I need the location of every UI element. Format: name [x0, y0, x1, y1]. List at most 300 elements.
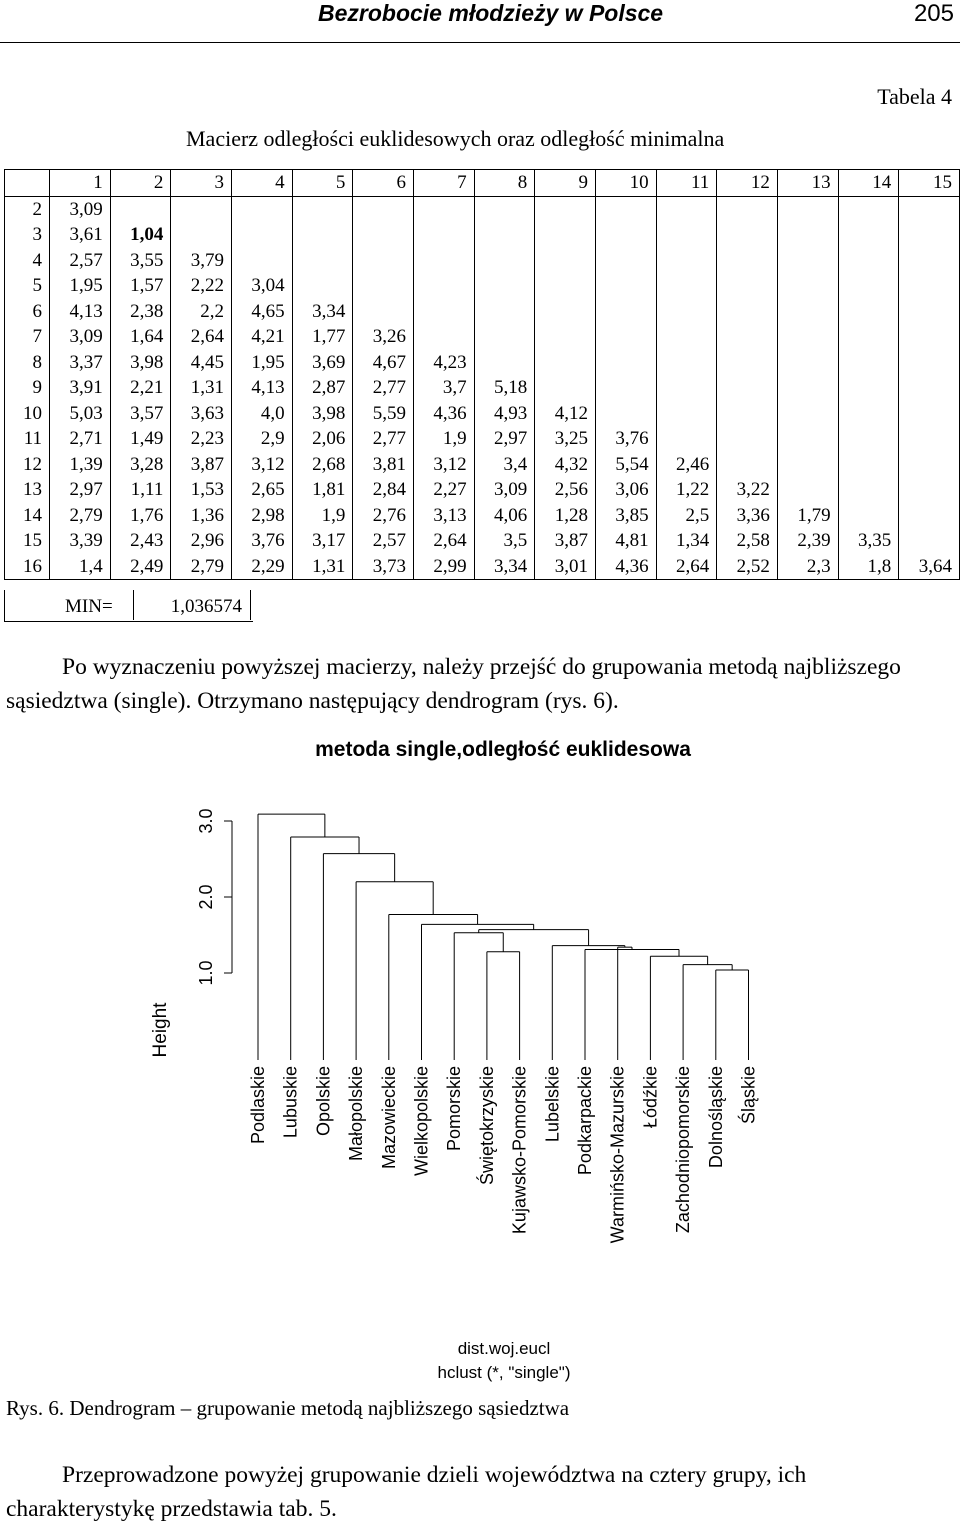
- table-row: [5, 375, 960, 401]
- table-cell: 4,32: [535, 452, 596, 478]
- table-corner-cell: [5, 170, 50, 197]
- table-cell: 3,85: [595, 503, 656, 529]
- table-cell: [595, 324, 656, 350]
- table-row: [5, 350, 960, 376]
- table-row: [5, 248, 960, 274]
- table-cell: 3,76: [595, 426, 656, 452]
- leaf-label: Lubelskie: [542, 1066, 563, 1143]
- table-cell: 1,28: [535, 503, 596, 529]
- table-row: [5, 401, 960, 427]
- table-cell: 1,34: [656, 528, 717, 554]
- table-cell: 1,31: [292, 554, 353, 580]
- table-cell: [777, 196, 838, 222]
- table-cell: 3,69: [292, 350, 353, 376]
- table-cell: 2,22: [171, 273, 232, 299]
- table-cell: 5,03: [50, 401, 111, 427]
- table-cell: [717, 248, 778, 274]
- column-header: 5: [292, 170, 353, 197]
- table-cell: 1,81: [292, 477, 353, 503]
- table-cell: 3,5: [474, 528, 535, 554]
- table-label: Tabela 4: [877, 84, 952, 109]
- table-cell: 1,76: [110, 503, 171, 529]
- column-header: 3: [171, 170, 232, 197]
- table-cell: [656, 248, 717, 274]
- column-header: 2: [110, 170, 171, 197]
- table-cell: [474, 273, 535, 299]
- table-cell: 3,55: [110, 248, 171, 274]
- table-cell: 2,39: [777, 528, 838, 554]
- table-cell: 1,22: [656, 477, 717, 503]
- table-header-row: [5, 170, 960, 197]
- table-cell: [717, 350, 778, 376]
- table-cell: [899, 248, 960, 274]
- table-cell: [595, 401, 656, 427]
- table-cell: [899, 196, 960, 222]
- table-cell: 3,79: [171, 248, 232, 274]
- table-cell: [838, 375, 899, 401]
- table-cell: 3,36: [717, 503, 778, 529]
- leaf-label: Kujawsko-Pomorskie: [509, 1066, 530, 1235]
- table-cell: [595, 375, 656, 401]
- table-cell: 2,21: [110, 375, 171, 401]
- table-cell: 2,43: [110, 528, 171, 554]
- leaf-label: Śląskie: [738, 1066, 759, 1125]
- table-cell: [656, 273, 717, 299]
- table-cell: [777, 248, 838, 274]
- y-axis-label: Height: [150, 1002, 171, 1058]
- column-header: 10: [595, 170, 656, 197]
- table-cell: [899, 375, 960, 401]
- table-cell: 1,77: [292, 324, 353, 350]
- table-cell: [535, 222, 596, 248]
- table-cell: [474, 248, 535, 274]
- table-cell: [656, 426, 717, 452]
- row-label: 9: [5, 375, 50, 401]
- leaf-label: Pomorskie: [444, 1066, 465, 1152]
- table-cell: [899, 350, 960, 376]
- table-cell: [474, 299, 535, 325]
- table-cell: 3,35: [838, 528, 899, 554]
- table-cell: [353, 222, 414, 248]
- table-row: [5, 324, 960, 350]
- table-cell: 3,01: [535, 554, 596, 580]
- table-cell: [656, 196, 717, 222]
- table-cell: [777, 299, 838, 325]
- table-cell: 2,97: [474, 426, 535, 452]
- table-cell: [899, 299, 960, 325]
- table-cell: 3,4: [474, 452, 535, 478]
- table-cell: [777, 273, 838, 299]
- table-cell: [474, 196, 535, 222]
- table-row: [5, 528, 960, 554]
- table-cell: 3,61: [50, 222, 111, 248]
- table-cell: 3,98: [110, 350, 171, 376]
- paragraph: Po wyznaczeniu powyższej macierzy, należy przejść do grupowania metodą najbliższego sąsiedztwa (single). Otrzymano następujący dendrogram (rys. 6).: [6, 654, 901, 714]
- table-cell: 4,13: [50, 299, 111, 325]
- row-label: 2: [5, 196, 50, 222]
- table-cell: [413, 222, 474, 248]
- table-cell: 3,09: [50, 324, 111, 350]
- table-cell: [838, 477, 899, 503]
- table-cell: 3,64: [899, 554, 960, 580]
- table-cell: 2,52: [717, 554, 778, 580]
- table-row: [5, 222, 960, 248]
- table-cell: 4,45: [171, 350, 232, 376]
- table-cell: [535, 248, 596, 274]
- table-cell: 2,98: [232, 503, 293, 529]
- leaf-label: Zachodniopomorskie: [673, 1066, 694, 1234]
- row-label: 6: [5, 299, 50, 325]
- table-cell: 1,79: [777, 503, 838, 529]
- table-cell: [656, 299, 717, 325]
- table-cell: [717, 222, 778, 248]
- table-cell: [353, 196, 414, 222]
- table-cell: 2,23: [171, 426, 232, 452]
- table-cell: 2,64: [171, 324, 232, 350]
- running-header: [0, 0, 960, 43]
- table-cell: [717, 299, 778, 325]
- table-cell: [535, 375, 596, 401]
- table-cell: [717, 452, 778, 478]
- table-cell: [656, 375, 717, 401]
- table-cell: 3,37: [50, 350, 111, 376]
- table-cell: 2,71: [50, 426, 111, 452]
- table-cell: 4,12: [535, 401, 596, 427]
- row-label: 8: [5, 350, 50, 376]
- table-cell: 5,54: [595, 452, 656, 478]
- table-cell: 1,8: [838, 554, 899, 580]
- table-cell: 3,12: [413, 452, 474, 478]
- chart-sublabel: hclust (*, "single"): [437, 1363, 571, 1382]
- page-number: 205: [913, 0, 954, 27]
- table-cell: [656, 350, 717, 376]
- table-cell: [353, 273, 414, 299]
- table-cell: 3,87: [535, 528, 596, 554]
- table-cell: [535, 350, 596, 376]
- table-cell: 3,12: [232, 452, 293, 478]
- table-cell: [838, 452, 899, 478]
- table-cell: 2,56: [535, 477, 596, 503]
- table-cell: [474, 324, 535, 350]
- table-cell: [838, 273, 899, 299]
- leaf-label: Opolskie: [313, 1066, 334, 1137]
- leaf-label: Łódźkie: [640, 1066, 661, 1129]
- chart-title: metoda single,odległość euklidesowa: [315, 738, 691, 761]
- table-cell: 3,57: [110, 401, 171, 427]
- table-row: [5, 196, 960, 222]
- table-cell: 1,64: [110, 324, 171, 350]
- table-cell: [595, 248, 656, 274]
- table-cell: [777, 426, 838, 452]
- table-cell: [292, 273, 353, 299]
- table-cell: 4,67: [353, 350, 414, 376]
- table-cell: [777, 350, 838, 376]
- table-cell: [777, 401, 838, 427]
- leaf-label: Podkarpackie: [575, 1066, 595, 1176]
- table-cell: [777, 452, 838, 478]
- figure-caption: Rys. 6. Dendrogram – grupowanie metodą najbliższego sąsiedztwa: [6, 1396, 570, 1420]
- table-cell: 4,21: [232, 324, 293, 350]
- table-cell: [232, 196, 293, 222]
- row-label: 11: [5, 426, 50, 452]
- table-cell: [292, 248, 353, 274]
- column-header: 12: [717, 170, 778, 197]
- table-cell: 4,36: [413, 401, 474, 427]
- table-cell: [353, 299, 414, 325]
- row-label: 16: [5, 554, 50, 580]
- table-cell: [110, 196, 171, 222]
- table-cell: 3,26: [353, 324, 414, 350]
- table-cell: 1,11: [110, 477, 171, 503]
- table-cell: [413, 248, 474, 274]
- column-header: 1: [50, 170, 111, 197]
- table-cell: [717, 273, 778, 299]
- table-cell: 2,46: [656, 452, 717, 478]
- table-cell: 2,68: [292, 452, 353, 478]
- table-cell: 2,3: [777, 554, 838, 580]
- column-header: 4: [232, 170, 293, 197]
- table-cell: 3,09: [50, 196, 111, 222]
- table-row: [5, 503, 960, 529]
- table-cell: 3,13: [413, 503, 474, 529]
- table-cell: [838, 196, 899, 222]
- row-label: 3: [5, 222, 50, 248]
- table-cell: [838, 350, 899, 376]
- table-cell: [171, 222, 232, 248]
- table-cell: 1,39: [50, 452, 111, 478]
- table-cell: [838, 324, 899, 350]
- table-cell: [838, 503, 899, 529]
- table-cell: [777, 222, 838, 248]
- column-header: 9: [535, 170, 596, 197]
- table-cell: 3,81: [353, 452, 414, 478]
- table-cell: 2,2: [171, 299, 232, 325]
- column-header: 11: [656, 170, 717, 197]
- table-cell: 2,76: [353, 503, 414, 529]
- running-title: Bezrobocie młodzieży w Polsce: [318, 0, 664, 26]
- table-cell: 2,79: [50, 503, 111, 529]
- table-cell: [413, 273, 474, 299]
- column-header: 8: [474, 170, 535, 197]
- dendrogram-chart: [0, 770, 960, 1390]
- table-cell: 3,28: [110, 452, 171, 478]
- table-cell: [899, 273, 960, 299]
- row-label: 13: [5, 477, 50, 503]
- table-cell: [413, 324, 474, 350]
- table-cell: 3,39: [50, 528, 111, 554]
- table-cell: 4,36: [595, 554, 656, 580]
- row-label: 7: [5, 324, 50, 350]
- min-value: 1,036574: [133, 590, 251, 620]
- leaf-label: Małopolskie: [346, 1066, 367, 1162]
- table-cell: 2,49: [110, 554, 171, 580]
- table-cell: [838, 248, 899, 274]
- table-cell: [292, 196, 353, 222]
- table-cell: 4,81: [595, 528, 656, 554]
- table-cell: 4,06: [474, 503, 535, 529]
- table-cell: [656, 324, 717, 350]
- table-cell: [656, 222, 717, 248]
- table-cell: 4,23: [413, 350, 474, 376]
- table-cell: [838, 299, 899, 325]
- table-cell: 3,34: [474, 554, 535, 580]
- table-cell: [717, 375, 778, 401]
- table-cell: 2,97: [50, 477, 111, 503]
- table-cell: 2,77: [353, 426, 414, 452]
- table-cell: [353, 248, 414, 274]
- table-cell: [413, 299, 474, 325]
- table-caption: Macierz odległości euklidesowych oraz odległość minimalna: [186, 126, 725, 151]
- table-cell: 2,96: [171, 528, 232, 554]
- table-row: [5, 299, 960, 325]
- leaf-label: Mazowieckie: [378, 1066, 399, 1170]
- table-cell: [474, 350, 535, 376]
- table-cell: [474, 222, 535, 248]
- table-cell: [717, 426, 778, 452]
- paragraph: Przeprowadzone powyżej grupowanie dzieli województwa na cztery grupy, ich charakterystykę przedstawia tab. 5.: [6, 1462, 807, 1522]
- table-row: [5, 477, 960, 503]
- column-header: 13: [777, 170, 838, 197]
- table-cell: 3,17: [292, 528, 353, 554]
- row-label: 4: [5, 248, 50, 274]
- table-cell: [899, 222, 960, 248]
- column-header: 15: [899, 170, 960, 197]
- table-cell: 2,79: [171, 554, 232, 580]
- table-cell: 3,7: [413, 375, 474, 401]
- table-cell: 3,63: [171, 401, 232, 427]
- table-cell: 4,0: [232, 401, 293, 427]
- y-tick-label: 1.0: [196, 960, 216, 986]
- min-label: MIN=: [65, 596, 113, 617]
- table-row: [5, 452, 960, 478]
- table-cell: [717, 196, 778, 222]
- column-header: 14: [838, 170, 899, 197]
- table-cell: 2,9: [232, 426, 293, 452]
- table-cell: 1,95: [232, 350, 293, 376]
- table-cell: 1,57: [110, 273, 171, 299]
- table-cell: [899, 528, 960, 554]
- table-cell: 3,25: [535, 426, 596, 452]
- table-cell: [899, 324, 960, 350]
- leaf-label: Podlaskie: [248, 1066, 268, 1145]
- table-cell: 2,87: [292, 375, 353, 401]
- table-cell: 5,59: [353, 401, 414, 427]
- table-cell: 3,87: [171, 452, 232, 478]
- table-cell: 3,06: [595, 477, 656, 503]
- leaf-label: Świętokrzyskie: [476, 1066, 497, 1186]
- column-header: 6: [353, 170, 414, 197]
- table-cell: [777, 375, 838, 401]
- table-cell: [535, 273, 596, 299]
- table-cell: [292, 222, 353, 248]
- y-tick-label: 2.0: [196, 884, 216, 910]
- table-cell: 3,22: [717, 477, 778, 503]
- row-label: 12: [5, 452, 50, 478]
- table-cell: 1,31: [171, 375, 232, 401]
- table-cell: [899, 477, 960, 503]
- table-cell: 2,29: [232, 554, 293, 580]
- table-cell: 1,04: [110, 222, 171, 248]
- table-cell: 1,95: [50, 273, 111, 299]
- table-cell: 2,99: [413, 554, 474, 580]
- distance-matrix-table: [4, 169, 960, 580]
- table-cell: 1,9: [292, 503, 353, 529]
- table-cell: 2,57: [353, 528, 414, 554]
- table-cell: [535, 324, 596, 350]
- table-cell: 1,49: [110, 426, 171, 452]
- min-row: [4, 590, 253, 622]
- row-label: 10: [5, 401, 50, 427]
- row-label: 5: [5, 273, 50, 299]
- table-cell: 3,91: [50, 375, 111, 401]
- table-cell: 1,9: [413, 426, 474, 452]
- table-cell: [899, 452, 960, 478]
- table-cell: [171, 196, 232, 222]
- table-cell: 3,76: [232, 528, 293, 554]
- leaf-label: Dolnośląskie: [705, 1066, 726, 1169]
- leaf-label: Wielkopolskie: [411, 1066, 432, 1177]
- table-cell: 2,5: [656, 503, 717, 529]
- table-cell: [656, 401, 717, 427]
- leaf-label: Warmińsko-Mazurskie: [607, 1066, 628, 1244]
- table-cell: [232, 222, 293, 248]
- leaf-label: Lubuskie: [280, 1066, 301, 1139]
- table-cell: 2,65: [232, 477, 293, 503]
- table-cell: [535, 299, 596, 325]
- table-cell: [595, 350, 656, 376]
- table-cell: 3,73: [353, 554, 414, 580]
- table-cell: [777, 477, 838, 503]
- table-cell: [717, 401, 778, 427]
- table-cell: [717, 324, 778, 350]
- table-cell: 2,64: [656, 554, 717, 580]
- table-cell: [595, 196, 656, 222]
- table-cell: [595, 273, 656, 299]
- table-cell: [595, 222, 656, 248]
- table-cell: 1,36: [171, 503, 232, 529]
- table-cell: [595, 299, 656, 325]
- x-axis-label: dist.woj.eucl: [457, 1339, 551, 1358]
- table-cell: 2,84: [353, 477, 414, 503]
- table-cell: [232, 248, 293, 274]
- y-tick-label: 3.0: [196, 808, 216, 834]
- table-cell: 1,53: [171, 477, 232, 503]
- table-cell: [838, 222, 899, 248]
- table-cell: [777, 324, 838, 350]
- table-cell: 1,4: [50, 554, 111, 580]
- table-cell: [838, 401, 899, 427]
- table-cell: 3,04: [232, 273, 293, 299]
- table-cell: [838, 426, 899, 452]
- table-cell: 2,77: [353, 375, 414, 401]
- table-cell: 2,38: [110, 299, 171, 325]
- table-cell: 4,93: [474, 401, 535, 427]
- table-cell: 3,98: [292, 401, 353, 427]
- table-cell: 3,09: [474, 477, 535, 503]
- table-cell: [535, 196, 596, 222]
- table-cell: 4,65: [232, 299, 293, 325]
- table-cell: 2,57: [50, 248, 111, 274]
- row-label: 15: [5, 528, 50, 554]
- table-row: [5, 426, 960, 452]
- column-header: 7: [413, 170, 474, 197]
- table-cell: 2,06: [292, 426, 353, 452]
- table-cell: 2,64: [413, 528, 474, 554]
- table-cell: [413, 196, 474, 222]
- table-cell: 3,34: [292, 299, 353, 325]
- table-cell: 2,58: [717, 528, 778, 554]
- table-cell: 5,18: [474, 375, 535, 401]
